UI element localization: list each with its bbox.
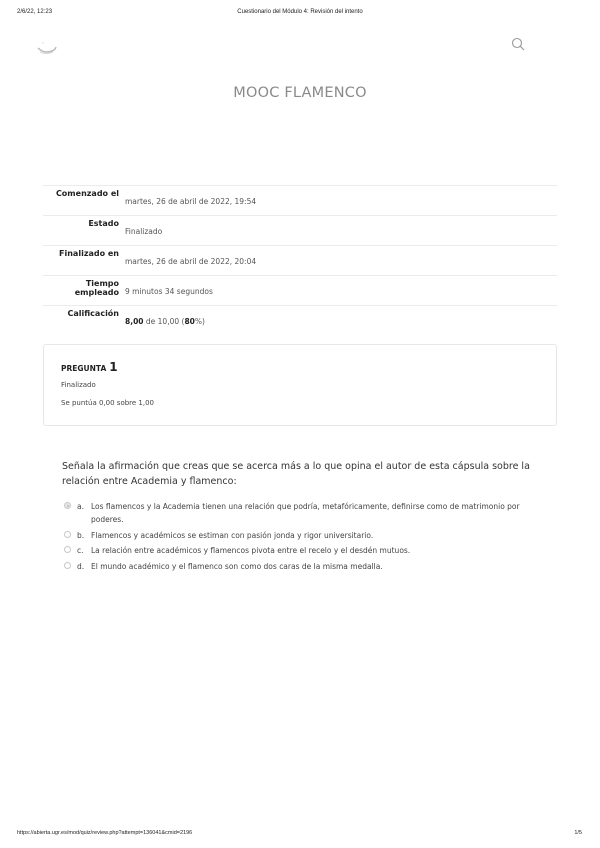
question-label: PREGUNTA <box>61 364 107 373</box>
search-icon[interactable] <box>511 37 525 51</box>
summary-row-started <box>43 185 557 215</box>
summary-label: Calificación <box>67 309 119 318</box>
logo-icon[interactable] <box>36 40 58 56</box>
question-number-value: 1 <box>109 360 118 374</box>
question-number <box>61 360 118 374</box>
answer-text: Los flamencos y la Academia tienen una relación que podría, metafóricamente, definirse como de matrimonio por poderes. <box>91 502 520 524</box>
page-number: 1/5 <box>574 830 582 836</box>
answer-text: La relación entre académicos y flamencos pivota entre el recelo y el desdén mutuos. <box>91 546 411 555</box>
attempt-summary-table <box>43 185 557 335</box>
summary-label: Estado <box>88 219 119 228</box>
print-title: Cuestionario del Módulo 4: Revisión del intento <box>237 9 363 15</box>
summary-row-grade <box>43 305 557 335</box>
summary-row-finished <box>43 245 557 275</box>
grade-value <box>119 306 205 335</box>
answer-text: Flamencos y académicos se estiman con pasión jonda y rigor universitario. <box>91 530 374 540</box>
answer-letter: b. <box>77 530 85 540</box>
grade-suffix: %) <box>194 317 205 326</box>
answer-option-b[interactable] <box>64 529 534 542</box>
answer-letter: c. <box>77 546 84 555</box>
radio-icon[interactable] <box>64 562 71 569</box>
site-title: MOOC FLAMENCO <box>233 85 367 101</box>
summary-value: martes, 26 de abril de 2022, 19:54 <box>125 197 257 206</box>
summary-value: 9 minutos 34 segundos <box>125 287 213 296</box>
question-grade: Se puntúa 0,00 sobre 1,00 <box>61 399 155 407</box>
question-info-box <box>43 344 557 426</box>
answer-option-a[interactable] <box>64 500 534 526</box>
summary-row-time-taken <box>43 275 557 305</box>
radio-icon[interactable] <box>64 546 71 553</box>
grade-percent: 80 <box>184 317 195 326</box>
radio-icon[interactable] <box>64 531 71 538</box>
grade-score: 8,00 <box>125 317 144 326</box>
summary-label: Finalizado en <box>59 249 119 258</box>
summary-label: Comenzado el <box>55 189 119 198</box>
summary-value: Finalizado <box>125 227 163 236</box>
summary-label: Tiempo empleado <box>74 279 119 297</box>
summary-row-state <box>43 215 557 245</box>
radio-selected-icon[interactable] <box>64 502 71 509</box>
answer-option-c[interactable] <box>64 544 534 557</box>
answer-letter: d. <box>77 561 85 571</box>
answer-letter: a. <box>77 502 84 511</box>
answer-option-d[interactable] <box>64 560 534 573</box>
question-text: Señala la afirmación que creas que se acerca más a lo que opina el autor de esta cápsula sobre la relación entre Academia y flamenco: <box>62 461 530 487</box>
print-url: https://abierta.ugr.es/mod/quiz/review.php?attempt=136041&cmid=2196 <box>17 830 193 836</box>
summary-value: martes, 26 de abril de 2022, 20:04 <box>125 257 257 266</box>
answer-list <box>64 500 534 575</box>
print-date: 2/6/22, 12:23 <box>17 9 53 15</box>
question-state: Finalizado <box>61 381 96 389</box>
answer-text: El mundo académico y el flamenco son como dos caras de la misma medalla. <box>91 561 383 571</box>
grade-of: de 10,00 ( <box>143 317 185 326</box>
